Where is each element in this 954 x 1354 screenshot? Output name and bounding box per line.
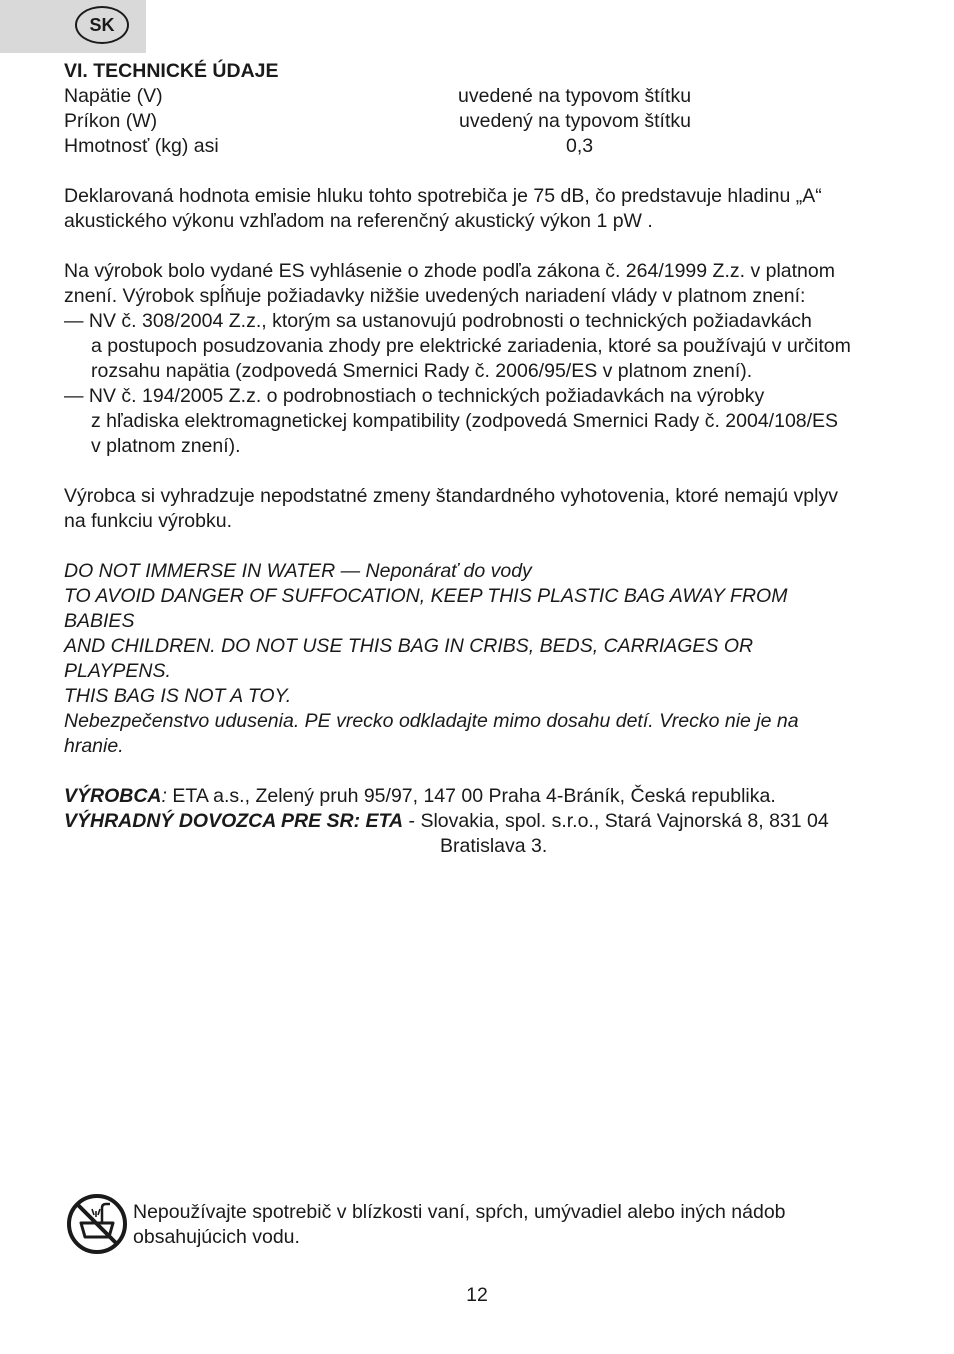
no-water-bath-icon — [66, 1193, 128, 1255]
spec-label-voltage: Napätie (V) — [64, 85, 163, 107]
section-title: VI. TECHNICKÉ ÚDAJE — [64, 60, 279, 82]
noise-text: Deklarovaná hodnota emisie hluku tohto spotrebiča je 75 dB, čo predstavuje hladinu „A“ — [64, 185, 822, 207]
warning-line: THIS BAG IS NOT A TOY. — [64, 685, 292, 707]
manufacturer-note: na funkciu výrobku. — [64, 510, 233, 532]
warning-line: PLAYPENS. — [64, 660, 171, 682]
regulation-item-text: rozsahu napätia (zodpovedá Smernici Rady č. 2006/95/ES v platnom znení). — [91, 360, 753, 382]
warning-line: hranie. — [64, 735, 124, 757]
warning-line: TO AVOID DANGER OF SUFFOCATION, KEEP THIS PLASTIC BAG AWAY FROM — [64, 585, 788, 607]
spec-label-weight: Hmotnosť (kg) asi — [64, 135, 219, 157]
language-badge: SK — [75, 6, 129, 44]
bath-warning-text: obsahujúcich vodu. — [133, 1226, 300, 1248]
bath-warning-text: Nepoužívajte spotrebič v blízkosti vaní, spŕch, umývadiel alebo iných nádob — [133, 1201, 786, 1223]
manufacturer-address: ETA a.s., Zelený pruh 95/97, 147 00 Praha 4-Bráník, Česká republika. — [166, 785, 776, 807]
manufacturer-label: VÝROBCA — [64, 785, 162, 807]
regulation-item: — NV č. 194/2005 Z.z. o podrobnostiach o technických požiadavkách na výrobky — [64, 385, 765, 407]
warning-line: BABIES — [64, 610, 135, 632]
warning-line: DO NOT IMMERSE IN WATER — Neponárať do vody — [64, 560, 532, 582]
importer-contact — [64, 809, 829, 834]
regulation-item-text: z hľadiska elektromagnetickej kompatibility (zodpovedá Smernici Rady č. 2004/108/ES — [91, 410, 839, 432]
manufacturer-contact — [64, 784, 776, 809]
noise-text: akustického výkonu vzhľadom na referenčný akustický výkon 1 pW . — [64, 210, 653, 232]
regulation-item: — NV č. 308/2004 Z.z., ktorým sa ustanovujú podrobnosti o technických požiadavkách — [64, 310, 812, 332]
spec-label-power: Príkon (W) — [64, 110, 158, 132]
manufacturer-note: Výrobca si vyhradzuje nepodstatné zmeny štandardného vyhotovenia, ktoré nemajú vplyv — [64, 485, 838, 507]
manufacturer-colon: : — [161, 785, 167, 807]
declaration-text: Na výrobok bolo vydané ES vyhlásenie o zhode podľa zákona č. 264/1999 Z.z. v platnom — [64, 260, 835, 282]
importer-address: - Slovakia, spol. s.r.o., Stará Vajnorská 8, 831 04 — [403, 810, 829, 832]
spec-value-power: uvedený na typovom štítku — [459, 110, 691, 132]
warning-line: AND CHILDREN. DO NOT USE THIS BAG IN CRIBS, BEDS, CARRIAGES OR — [64, 635, 754, 657]
regulation-item-text: a postupoch posudzovania zhody pre elektrické zariadenia, ktoré sa používajú v určitom — [91, 335, 851, 357]
warning-line: Nebezpečenstvo udusenia. PE vrecko odkladajte mimo dosahu detí. Vrecko nie je na — [64, 710, 799, 732]
language-tab — [0, 0, 146, 53]
importer-city: Bratislava 3. — [440, 835, 548, 857]
importer-label: VÝHRADNÝ DOVOZCA PRE SR: ETA — [64, 810, 404, 832]
page-number: 12 — [466, 1284, 488, 1306]
declaration-text: znení. Výrobok spĺňuje požiadavky nižšie uvedených nariadení vlády v platnom znení: — [64, 285, 806, 307]
regulation-item-text: v platnom znení). — [91, 435, 241, 457]
spec-value-voltage: uvedené na typovom štítku — [458, 85, 692, 107]
spec-value-weight: 0,3 — [566, 135, 594, 157]
